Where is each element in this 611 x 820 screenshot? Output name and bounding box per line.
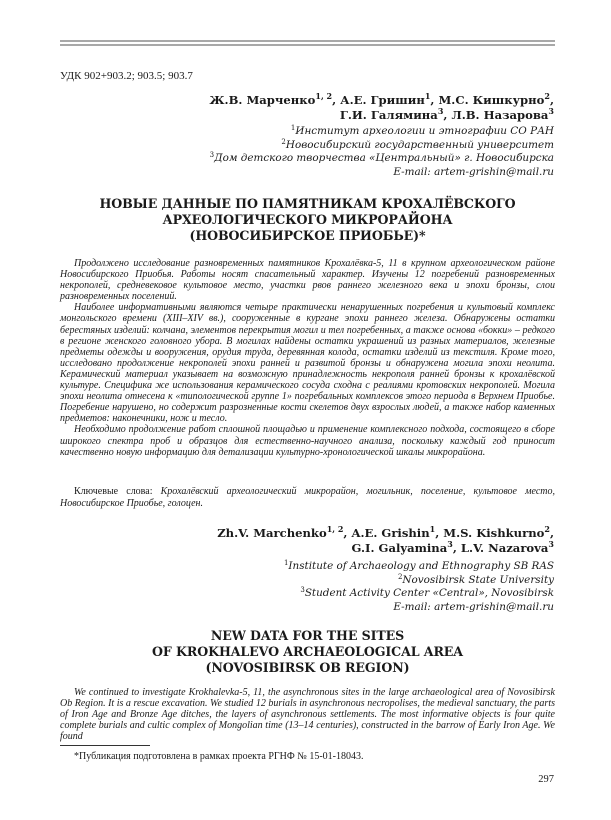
affiliation <box>134 152 554 166</box>
author-name: Ж.В. Марченко <box>209 93 316 107</box>
author-name: A.E. Grishin <box>351 526 430 540</box>
page-number: 297 <box>538 774 554 785</box>
affiliation <box>134 125 554 139</box>
authors-en: Zh.V. Marchenko$^{1, 2}$, A.E. Grishin$^1$, M.S. Kishkurno$^2$, G.I. Galyamina$^3$, L.V. Nazarova$^3$ <box>217 524 554 555</box>
footnote-rule <box>60 745 150 746</box>
abstract-paragraph: Продолжено исследование разновременных памятников Крохалёвка-5, 11 в крупном археологическом районе Новосибирского Приобья. Работы носят спасательный характер. Изучены 12 погребений разновременных некрополей, средневековое культовое место, участки рвов раннего железного века и эпохи бронзы, слои разновременных поселений. <box>60 258 555 303</box>
title-line: НОВЫЕ ДАННЫЕ ПО ПАМЯТНИКАМ КРОХАЛЁВСКОГО <box>99 196 516 211</box>
keywords-ru <box>60 486 555 509</box>
title-line: АРХЕОЛОГИЧЕСКОГО МИКРОРАЙОНА <box>162 212 453 227</box>
title-line: OF KROKHALEVO ARCHAEOLOGICAL AREA <box>152 644 463 659</box>
abstract-ru <box>60 258 555 458</box>
title-line: NEW DATA FOR THE SITES <box>210 628 405 643</box>
author-affil-sup: 1, 2 <box>315 91 333 101</box>
email-ru: E-mail: artem-grishin@mail.ru <box>393 165 554 178</box>
author-name: L.V. Nazarova <box>460 541 549 555</box>
author-name: G.I. Galyamina <box>351 541 448 555</box>
author-affil-sup: 3 <box>447 539 453 549</box>
affiliations-en <box>134 560 554 614</box>
header-rule-line <box>60 40 555 42</box>
author-name: Г.И. Галямина <box>339 108 438 122</box>
keywords-label: Ключевые слова: <box>74 486 161 497</box>
affil-text: Дом детского творчества «Центральный» г. Новосибирска <box>214 152 554 164</box>
affil-sup: 1 <box>290 124 296 132</box>
author-name: M.S. Kishkurno <box>443 526 545 540</box>
affil-text: Novosibirsk State University <box>402 573 554 586</box>
affil-text: Institute of Archaeology and Ethnography SB RAS <box>288 560 554 572</box>
header-rule-line <box>60 44 555 46</box>
affil-text: Институт археологии и этнографии СО РАН <box>295 125 554 137</box>
affil-sup: 3 <box>300 586 305 594</box>
abstract-paragraph: Наиболее информативными являются четыре практически ненарушенных погребения и культовый комплекс монгольского времени (XIII–XIV вв.), сооруженные в кургане эпохи раннего железа. Обнаружены остатки берестяных изделий: колчана, элементов перекрытия могил и тел погребенных, а также основа «бокки» – редкого в регионе женского головного убора. В могилах найдены остатки украшений из разных материалов, железные предметы одежды и вооружения, орудия труда, деревянная колода, остатки изделий из текстиля. Кроме того, исследовано продолжение некрополей эпохи ранней и развитой бронзы и обнаружена могила эпохи неолита. Керамический материал указывает на возможную принадлежность некрополя ранней бронзы к крохалёвской культуре. Специфика же использования керамического сосуда сходна с реалиями кротовских некрополей. Могила эпохи неолита отнесена к «типологической группе 1» погребальных комплексов этого периода в Верхнем Приобье. Погребение нарушено, но содержит разрозненные кости скелетов двух взрослых людей, а также набор каменных предметов: наконечники, нож и тесло. <box>60 302 555 425</box>
title-line: (НОВОСИБИРСКОЕ ПРИОБЬЕ)* <box>189 228 426 243</box>
author-affil-sup: 2 <box>544 91 550 101</box>
author-name: М.С. Кишкурно <box>438 93 545 107</box>
author-affil-sup: 3 <box>548 539 554 549</box>
author-affil-sup: 3 <box>437 106 444 116</box>
article-title-ru <box>60 196 555 244</box>
author-affil-sup: 2 <box>544 524 550 534</box>
authors-ru: Ж.В. Марченко$^{1, 2}$, А.Е. Гришин$^1$, М.С. Кишкурно$^2$, Г.И. Галямина$^3$, Л.В. Назарова$^3$ <box>209 91 554 122</box>
affiliations-ru <box>134 125 554 179</box>
footnote: *Публикация подготовлена в рамках проекта РГНФ № 15-01-18043. <box>74 751 364 762</box>
affil-sup: 1 <box>283 559 289 567</box>
affil-text: Новосибирский государственный университет <box>285 138 554 151</box>
affil-sup: 3 <box>209 151 215 159</box>
author-affil-sup: 1, 2 <box>326 524 344 534</box>
title-line: (NOVOSIBIRSK OB REGION) <box>205 660 410 675</box>
abstract-paragraph: Необходимо продолжение работ сплошной площадью и применение комплексного подхода, состоящего в сборе широкого спектра проб и образцов для естественно-научного анализа, поскольку каждый год приносит качественно новую информацию для детализации культурно-хронологической шкалы микрорайона. <box>60 424 555 458</box>
affiliation <box>134 574 554 588</box>
affiliation <box>134 560 554 574</box>
abstract-en <box>60 687 555 742</box>
affiliation <box>134 587 554 601</box>
author-affil-sup: 3 <box>548 106 554 116</box>
author-name: Zh.V. Marchenko <box>217 526 327 540</box>
author-affil-sup: 1 <box>424 91 431 101</box>
author-affil-sup: 1 <box>429 524 436 534</box>
abstract-paragraph: We continued to investigate Krokhalevka-5, 11, the asynchronous sites in the large archaeological area of Novosibirsk Ob Region. It is a rescue excavation. We studied 12 burials in asynchronous necropolises, the medieval sanctuary, the parts of Iron Age and Bronze Age ditches, the layers of asynchronous settlements. The most informative objects is four quite complete burials and cultic complex of Mongolian time (13–14 centuries), constructed in the barrow of Early Iron Age. We found <box>60 687 555 743</box>
article-title-en <box>60 628 555 676</box>
email-en: E-mail: artem-grishin@mail.ru <box>393 600 554 613</box>
affil-sup: 2 <box>397 572 403 581</box>
affil-text: Student Activity Center «Central», Novosibirsk <box>304 587 554 599</box>
author-name: Л.В. Назарова <box>451 108 549 122</box>
header-double-rule <box>60 40 555 46</box>
author-name: А.Е. Гришин <box>340 93 425 107</box>
keywords-list: Крохалёвский археологический микрорайон, могильник, поселение, культовое место, Новосибирское Приобье, голоцен. <box>60 486 555 509</box>
udk-code: УДК 902+903.2; 903.5; 903.7 <box>60 70 193 82</box>
affiliation <box>134 139 554 153</box>
affil-sup: 2 <box>281 137 286 146</box>
